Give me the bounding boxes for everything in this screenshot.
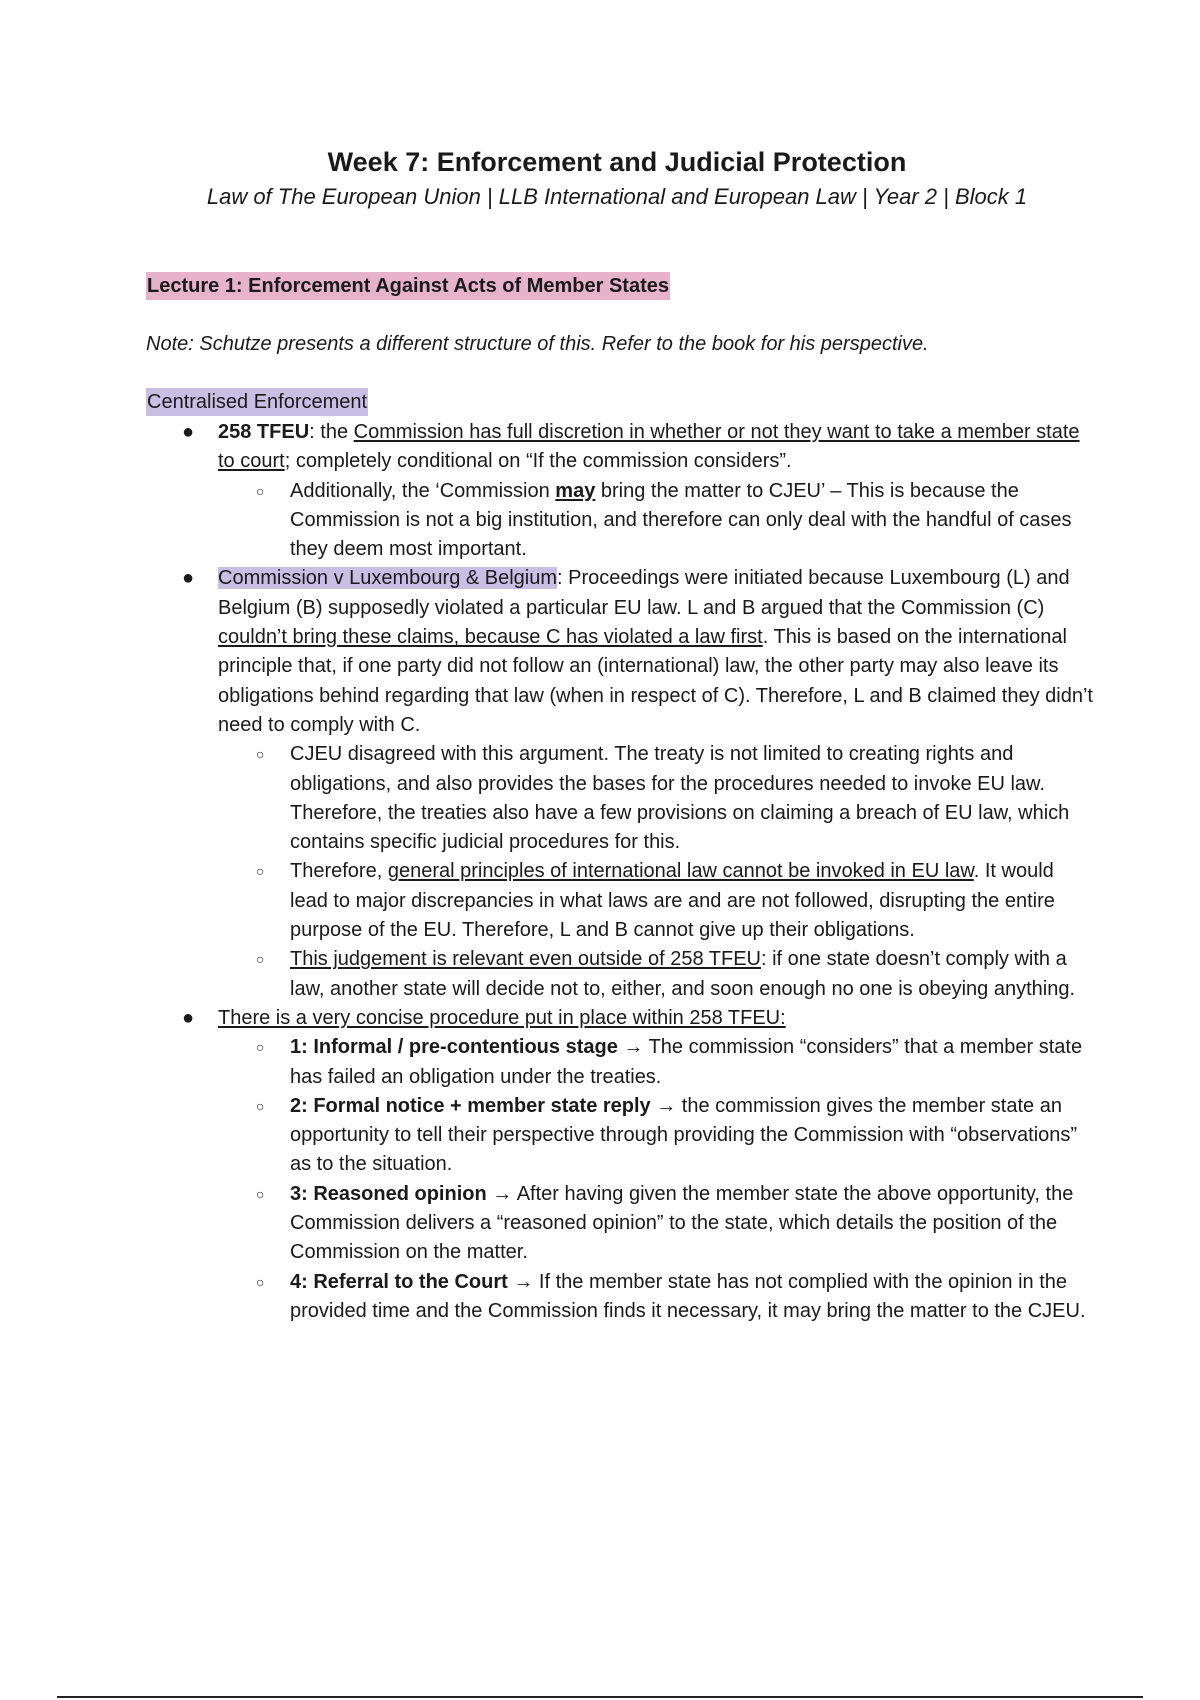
procedure-step: [218, 1092, 1096, 1180]
step-label: 4: Referral to the Court: [290, 1270, 508, 1293]
notes-content: [146, 418, 1096, 1326]
sub-bullet-may: [218, 477, 1096, 565]
step-label: 1: Informal / pre-contentious stage: [290, 1036, 618, 1059]
step-text: → the commission gives the member state an opportunity to tell their perspective through providing the Commission with “observations” as to the situation.: [290, 1094, 1078, 1176]
bullet-commission-v-lux-belg: [146, 564, 1096, 1003]
circle-bullet-icon: ○: [256, 1039, 265, 1056]
underlined-text: This judgement is relevant even outside of 258 TFEU: [290, 948, 761, 971]
text-span: . It would lead to major discrepancies in what laws are and are not followed, disrupting the entire purpose of the EU. Therefore, L and B cannot give up their obligations.: [290, 860, 1055, 942]
text-span: Therefore,: [290, 860, 388, 883]
text-span: bring the matter to CJEU’ – This is because the Commission is not a big institution, and therefore can only deal with the handful of cases they deem most important.: [290, 479, 1072, 561]
bullet-dot-icon: ●: [182, 567, 195, 590]
footer-divider: [57, 1696, 1143, 1698]
circle-bullet-icon: ○: [256, 1185, 265, 1202]
procedure-step: [218, 1268, 1096, 1327]
emphasis-text: may: [555, 479, 596, 502]
procedure-step: [218, 1033, 1096, 1092]
step-text: → If the member state has not complied with the opinion in the provided time and the Commission finds it necessary, it may bring the matter to the CJEU.: [290, 1270, 1086, 1322]
step-label: 2: Formal notice + member state reply: [290, 1094, 651, 1117]
bullet-dot-icon: ●: [182, 1006, 195, 1029]
note-text: Note: Schutze presents a different structure of this. Refer to the book for his perspective.: [146, 333, 929, 355]
bullet-258-tfeu: [146, 418, 1096, 564]
underlined-text: general principles of international law cannot be invoked in EU law: [387, 860, 974, 883]
case-name: Commission v Luxembourg & Belgium: [218, 567, 558, 590]
underlined-text: There is a very concise procedure put in place within 258 TFEU:: [218, 1006, 786, 1029]
text-span: . This is based on the international principle that, if one party did not follow an (international) law, the other party may also leave its obligations behind regarding that law (when in respect of C). Therefore, L and B claimed they didn’t need to comply with C.: [218, 626, 1093, 736]
bullet-dot-icon: ●: [182, 421, 195, 443]
procedure-step: [218, 1180, 1096, 1268]
page-subtitle: Law of The European Union | LLB International and European Law | Year 2 | Block 1: [206, 184, 1028, 209]
text-span: : if one state doesn’t comply with a law, another state will decide not to, either, and soon enough no one is obeying anything.: [290, 948, 1075, 1000]
sub-bullet-list: [218, 477, 1096, 565]
circle-bullet-icon: ○: [256, 1273, 265, 1290]
circle-bullet-icon: ○: [256, 1097, 265, 1114]
sub-bullet-judgement-relevance: [218, 945, 1096, 1004]
section-heading: Centralised Enforcement: [146, 388, 368, 416]
step-text: → After having given the member state the above opportunity, the Commission delivers a “reasoned opinion” to the state, which details the position of the Commission on the matter.: [290, 1182, 1074, 1264]
text-span: ; completely conditional on “If the commission considers”.: [284, 450, 792, 473]
text-span: : the: [309, 421, 354, 443]
circle-bullet-icon: ○: [256, 746, 265, 763]
bullet-list: [146, 418, 1096, 1326]
procedure-steps: [218, 1033, 1096, 1326]
circle-bullet-icon: ○: [256, 863, 265, 880]
article-ref: 258 TFEU: [218, 421, 310, 443]
underlined-text: Commission has full discretion in whether or not they want to take a member state to court: [218, 421, 1080, 473]
circle-bullet-icon: ○: [256, 951, 265, 968]
sub-bullet-general-principles: [218, 857, 1096, 945]
sub-bullet-cjeu-disagreed: [218, 740, 1096, 857]
underlined-text: couldn’t bring these claims, because C has violated a law first: [218, 626, 763, 649]
circle-bullet-icon: ○: [256, 482, 265, 499]
step-label: 3: Reasoned opinion: [290, 1182, 487, 1205]
page-title: Week 7: Enforcement and Judicial Protection: [327, 147, 907, 177]
text-span: CJEU disagreed with this argument. The treaty is not limited to creating rights and obligations, and also provides the bases for the procedures needed to invoke EU law. Therefore, the treaties also have a few provisions on claiming a breach of EU law, which contains specific judicial procedures for this.: [290, 743, 1070, 854]
bullet-procedure: [146, 1004, 1096, 1326]
lecture-heading: Lecture 1: Enforcement Against Acts of Member States: [146, 272, 670, 300]
text-span: Additionally, the ‘Commission: [290, 479, 556, 502]
text-span: : Proceedings were initiated because Luxembourg (L) and Belgium (B) supposedly violated a particular EU law. L and B argued that the Commission (C): [218, 567, 1070, 619]
sub-bullet-list: [218, 740, 1096, 1004]
step-text: → The commission “considers” that a member state has failed an obligation under the treaties.: [290, 1036, 1083, 1088]
